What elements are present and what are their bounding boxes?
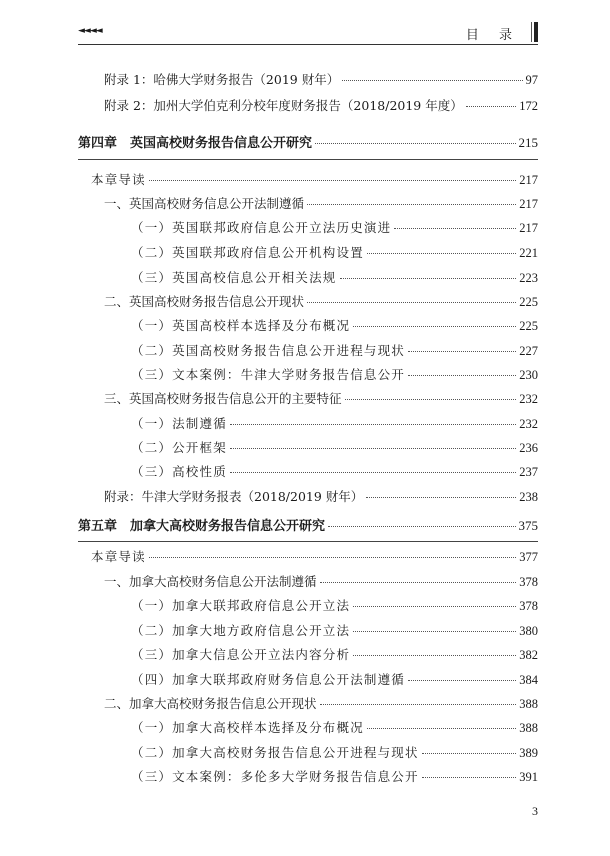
toc-section[interactable] (104, 574, 538, 590)
toc-entry-intro[interactable] (91, 172, 538, 188)
toc-leader (149, 557, 516, 558)
toc-section[interactable] (104, 294, 538, 310)
toc-entry-intro[interactable] (91, 549, 538, 565)
toc-entry-label: （二）加拿大高校财务报告信息公开进程与现状 (131, 745, 419, 760)
toc-entry-page: 217 (519, 221, 538, 235)
toc-entry-page: 236 (519, 441, 538, 455)
toc-entry-page: 232 (519, 392, 538, 406)
toc-leader (353, 326, 516, 327)
toc-subsection[interactable] (131, 647, 538, 663)
toc-entry-page: 215 (518, 135, 538, 150)
toc-chapter-5[interactable] (78, 518, 538, 535)
toc-entry-page: 388 (519, 697, 538, 711)
toc-chapter-label: 第四章 英国高校财务报告信息公开研究 (78, 136, 313, 151)
toc-leader (422, 753, 517, 754)
toc-chapter-label: 第五章 加拿大高校财务报告信息公开研究 (78, 519, 326, 534)
toc-subsection[interactable] (131, 270, 538, 286)
toc-entry-page: 378 (519, 599, 538, 613)
toc-entry-page: 238 (519, 490, 538, 504)
toc-subsection[interactable] (131, 343, 538, 359)
toc-entry-label: （二）英国高校财务报告信息公开进程与现状 (131, 343, 406, 358)
toc-entry-page: 391 (519, 770, 538, 784)
toc-section[interactable] (104, 391, 538, 407)
toc-entry-page: 221 (519, 246, 538, 260)
toc-entry-page: 225 (519, 295, 538, 309)
toc-leader (342, 80, 522, 81)
toc-leader (422, 777, 517, 778)
toc-entry-label: （一）英国联邦政府信息公开立法历史演进 (131, 220, 392, 235)
toc-chapter-4[interactable] (78, 135, 538, 152)
toc-entry-label: （二）加拿大地方政府信息公开立法 (131, 623, 351, 638)
toc-leader (408, 375, 516, 376)
toc-leader (353, 655, 516, 656)
toc-entry-label: 附录 2：加州大学伯克利分校年度财务报告（2018/2019 年度） (104, 98, 463, 113)
toc-entry-label: （一）加拿大联邦政府信息公开立法 (131, 598, 351, 613)
toc-subsection[interactable] (131, 367, 538, 383)
toc-entry-page: 230 (519, 368, 538, 382)
toc-entry-page: 389 (519, 746, 538, 760)
toc-leader (307, 204, 516, 205)
toc-entry-page: 217 (519, 197, 538, 211)
toc-entry-label: 一、加拿大高校财务信息公开法制遵循 (104, 574, 317, 589)
back-arrows-icon: ◄◄◄◄ (78, 26, 102, 36)
toc-subsection[interactable] (131, 220, 538, 236)
toc-entry-label: （三）英国高校信息公开相关法规 (131, 270, 337, 285)
toc-leader (328, 526, 515, 527)
toc-entry-label: （三）文本案例：多伦多大学财务报告信息公开 (131, 769, 419, 784)
toc-entry-label: （三）加拿大信息公开立法内容分析 (131, 647, 351, 662)
toc-entry-label: （一）英国高校样本选择及分布概况 (131, 318, 351, 333)
toc-leader (320, 704, 517, 705)
toc-subsection[interactable] (131, 440, 538, 456)
toc-entry-page: 382 (519, 648, 538, 662)
toc-leader (230, 472, 516, 473)
toc-subsection[interactable] (131, 464, 538, 480)
toc-leader (230, 424, 516, 425)
toc-entry-label: 二、英国高校财务报告信息公开现状 (104, 294, 305, 309)
header-rule (78, 44, 538, 45)
toc-subsection[interactable] (131, 318, 538, 334)
chapter-rule (78, 159, 538, 160)
toc-section[interactable] (104, 696, 538, 712)
toc-entry-page: 225 (519, 319, 538, 333)
toc-subsection[interactable] (131, 416, 538, 432)
toc-entry-label: 附录 1：哈佛大学财务报告（2019 财年） (104, 72, 340, 87)
header-bar-thin (531, 22, 532, 42)
toc-entry-page: 384 (519, 673, 538, 687)
header-bar (534, 22, 538, 42)
toc-entry-label: 一、英国高校财务信息公开法制遵循 (104, 196, 305, 211)
toc-entry-page: 97 (525, 73, 538, 87)
chapter-rule (78, 541, 538, 542)
toc-subsection[interactable] (131, 769, 538, 785)
toc-leader (466, 106, 517, 107)
toc-entry-label: （四）加拿大联邦政府财务信息公开法制遵循 (131, 672, 406, 687)
toc-entry-label: 二、加拿大高校财务报告信息公开现状 (104, 696, 317, 711)
running-header (78, 26, 538, 44)
toc-entry-label: 附录：牛津大学财务报表（2018/2019 财年） (104, 489, 364, 504)
toc-leader (394, 228, 516, 229)
toc-subsection[interactable] (131, 245, 538, 261)
toc-subsection[interactable] (131, 672, 538, 688)
toc-entry-page: 237 (519, 465, 538, 479)
toc-leader (320, 582, 517, 583)
toc-subsection[interactable] (131, 598, 538, 614)
toc-entry-label: （二）公开框架 (131, 440, 227, 455)
toc-leader (353, 606, 516, 607)
toc-subsection[interactable] (131, 745, 538, 761)
toc-subsection[interactable] (131, 720, 538, 736)
toc-entry-page: 227 (519, 344, 538, 358)
toc-entry-label: 本章导读 (91, 172, 146, 187)
toc-leader (340, 278, 517, 279)
toc-leader (367, 253, 516, 254)
toc-entry-page: 388 (519, 721, 538, 735)
toc-leader (353, 631, 516, 632)
toc-entry-page: 380 (519, 624, 538, 638)
toc-entry-label: （二）英国联邦政府信息公开机构设置 (131, 245, 364, 260)
toc-entry-label: （三）高校性质 (131, 464, 227, 479)
toc-entry-page: 217 (519, 173, 538, 187)
toc-leader (315, 143, 515, 144)
toc-entry-label: （一）加拿大高校样本选择及分布概况 (131, 720, 364, 735)
toc-entry-label: （一）法制遵循 (131, 416, 227, 431)
toc-leader (367, 728, 516, 729)
toc-entry-appendix-2[interactable] (104, 98, 538, 114)
toc-entry-label: 本章导读 (91, 549, 146, 564)
toc-leader (345, 399, 517, 400)
toc-subsection[interactable] (131, 623, 538, 639)
toc-entry-label: （三）文本案例：牛津大学财务报告信息公开 (131, 367, 406, 382)
header-title: 目 录 (465, 28, 520, 43)
toc-entry-label: 三、英国高校财务报告信息公开的主要特征 (104, 391, 342, 406)
toc-leader (408, 351, 516, 352)
toc-entry-page: 378 (519, 575, 538, 589)
toc-leader (307, 302, 516, 303)
toc-leader (366, 497, 516, 498)
toc-entry-page: 377 (519, 550, 538, 564)
toc-leader (230, 448, 516, 449)
toc-leader (408, 680, 516, 681)
page-number: 3 (532, 804, 538, 818)
toc-entry-page: 375 (518, 518, 538, 533)
toc-entry-page: 232 (519, 417, 538, 431)
toc-entry-page: 172 (519, 99, 538, 113)
toc-section[interactable] (104, 196, 538, 212)
toc-entry-appendix-1[interactable] (104, 72, 538, 88)
toc-leader (149, 180, 516, 181)
toc-entry-appendix[interactable] (104, 489, 538, 505)
toc-entry-page: 223 (519, 271, 538, 285)
